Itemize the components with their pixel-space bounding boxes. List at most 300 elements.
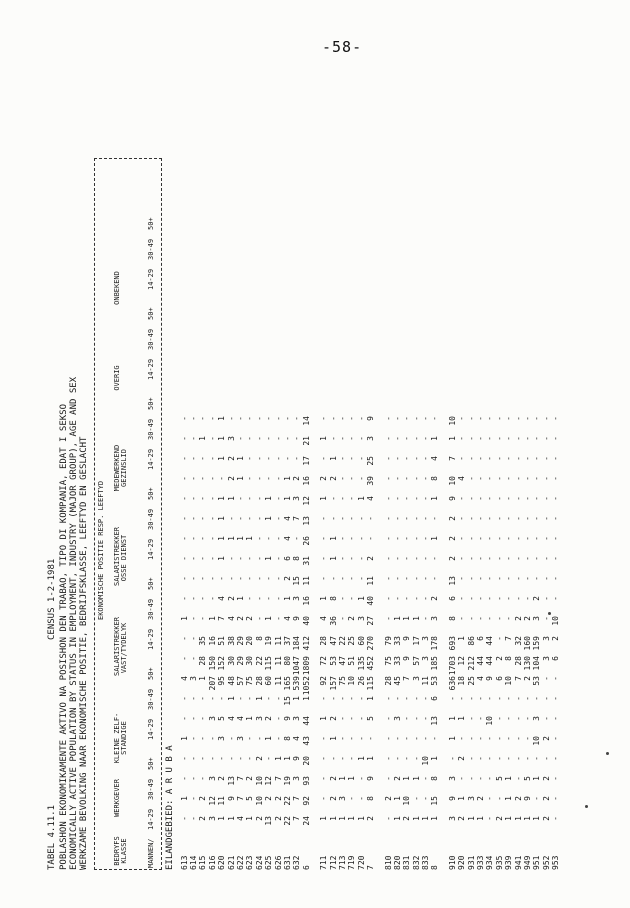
table-cell: - bbox=[217, 576, 227, 581]
table-cell: - bbox=[522, 556, 532, 561]
table-cell: 3 bbox=[207, 716, 217, 721]
table-cell: - bbox=[392, 516, 402, 521]
table-cell: 1052 bbox=[301, 676, 311, 696]
table-cell: - bbox=[513, 416, 523, 421]
table-cell: 3 bbox=[207, 816, 217, 821]
table-cell: - bbox=[532, 756, 542, 761]
table-cell: - bbox=[421, 436, 431, 441]
table-cell: 3 bbox=[292, 776, 302, 781]
industry-code: 931 bbox=[466, 855, 476, 870]
table-cell: - bbox=[522, 756, 532, 761]
table-cell: 8 bbox=[447, 616, 457, 621]
table-cell: 4 bbox=[179, 676, 189, 681]
table-cell: 693 bbox=[447, 636, 457, 651]
table-cell: - bbox=[421, 456, 431, 461]
table-cell: - bbox=[198, 716, 208, 721]
table-cell: 53 bbox=[430, 676, 440, 686]
table-cell: 4 bbox=[282, 536, 292, 541]
table-cell: 79 bbox=[383, 636, 393, 646]
industry-code: 622 bbox=[236, 855, 246, 870]
table-cell: 160 bbox=[522, 636, 532, 651]
table-row bbox=[338, 416, 347, 870]
title-line-3: WERKZAME BEVOLKING NAAR EKONOMISCHE POSITIE, BEDRIJFSKLASSE, LEEFTYD EN GESLACHT bbox=[79, 436, 89, 870]
table-cell: - bbox=[541, 476, 551, 481]
table-cell: - bbox=[328, 416, 338, 421]
table-cell: 2 bbox=[282, 576, 292, 581]
table-cell: 25 bbox=[466, 676, 476, 686]
table-cell: - bbox=[179, 816, 189, 821]
industry-code: 631 bbox=[282, 855, 292, 870]
total-row bbox=[431, 416, 440, 870]
industry-code: 624 bbox=[254, 855, 264, 870]
table-cell: - bbox=[198, 536, 208, 541]
table-cell: - bbox=[402, 536, 412, 541]
table-cell: - bbox=[411, 556, 421, 561]
table-cell: - bbox=[392, 576, 402, 581]
table-cell: - bbox=[392, 536, 402, 541]
table-cell: 10 bbox=[254, 796, 264, 806]
table-cell: 2 bbox=[551, 636, 561, 641]
table-cell: 9 bbox=[226, 796, 236, 801]
table-cell: 2 bbox=[541, 796, 551, 801]
table-cell: - bbox=[466, 596, 476, 601]
table-cell: 1 bbox=[319, 596, 329, 601]
table-cell: 10 bbox=[447, 416, 457, 426]
table-cell: 7 bbox=[292, 796, 302, 801]
table-cell: - bbox=[551, 476, 561, 481]
table-cell: 2 bbox=[226, 456, 236, 461]
table-cell: - bbox=[319, 756, 329, 761]
table-cell: 1 bbox=[282, 476, 292, 481]
table-cell: 1 bbox=[347, 816, 357, 821]
table-cell: 20 bbox=[301, 756, 311, 766]
table-cell: - bbox=[494, 636, 504, 641]
table-cell: - bbox=[513, 496, 523, 501]
table-row bbox=[384, 416, 393, 870]
table-cell: - bbox=[541, 556, 551, 561]
table-cell: - bbox=[273, 516, 283, 521]
table-cell: 11 bbox=[366, 576, 376, 586]
table-cell: - bbox=[217, 696, 227, 701]
table-cell: - bbox=[337, 556, 347, 561]
table-cell: - bbox=[430, 576, 440, 581]
group-header-3: SALARISTREKKER VAST/TYDELYK bbox=[113, 616, 128, 676]
table-cell: - bbox=[254, 536, 264, 541]
table-cell: - bbox=[466, 536, 476, 541]
table-cell: 1 bbox=[476, 816, 486, 821]
table-cell: 13 bbox=[264, 816, 274, 826]
table-cell: - bbox=[494, 596, 504, 601]
table-cell: - bbox=[273, 696, 283, 701]
table-cell: - bbox=[466, 756, 476, 761]
table-cell: - bbox=[457, 576, 467, 581]
table-cell: - bbox=[402, 456, 412, 461]
industry-code: 7 bbox=[366, 865, 376, 870]
table-cell: 1 bbox=[226, 536, 236, 541]
table-cell: 2 bbox=[254, 756, 264, 761]
table-row bbox=[208, 416, 217, 870]
table-cell: 1 bbox=[282, 596, 292, 601]
table-cell: - bbox=[337, 716, 347, 721]
table-cell: - bbox=[383, 816, 393, 821]
table-cell: 6 bbox=[430, 696, 440, 701]
table-cell: 3 bbox=[411, 676, 421, 681]
table-cell: - bbox=[513, 596, 523, 601]
table-cell: - bbox=[513, 736, 523, 741]
table-cell: - bbox=[402, 556, 412, 561]
table-cell: 27 bbox=[366, 616, 376, 626]
table-cell: - bbox=[356, 416, 366, 421]
table-cell: 1 bbox=[392, 616, 402, 621]
table-cell: - bbox=[551, 796, 561, 801]
table-cell: - bbox=[421, 496, 431, 501]
table-cell: - bbox=[476, 416, 486, 421]
table-cell: - bbox=[504, 416, 514, 421]
table-cell: 39 bbox=[366, 476, 376, 486]
table-cell: 452 bbox=[366, 656, 376, 671]
table-cell: - bbox=[356, 576, 366, 581]
table-cell: 38 bbox=[226, 636, 236, 646]
table-cell: - bbox=[485, 736, 495, 741]
table-cell: - bbox=[504, 556, 514, 561]
table-cell: 24 bbox=[301, 816, 311, 826]
industry-code: 614 bbox=[189, 855, 199, 870]
table-cell: 1 bbox=[522, 816, 532, 821]
table-cell: - bbox=[513, 536, 523, 541]
table-cell: 1 bbox=[226, 816, 236, 821]
table-cell: - bbox=[494, 696, 504, 701]
table-cell: - bbox=[273, 716, 283, 721]
table-cell: 1 bbox=[447, 716, 457, 721]
table-cell: - bbox=[504, 496, 514, 501]
table-cell: 2 bbox=[522, 676, 532, 681]
table-row bbox=[495, 416, 504, 870]
table-cell: - bbox=[207, 596, 217, 601]
table-cell: 19 bbox=[264, 636, 274, 646]
table-cell: 1 bbox=[217, 556, 227, 561]
table-cell: 2 bbox=[447, 556, 457, 561]
table-cell: 7 bbox=[292, 816, 302, 821]
table-cell: - bbox=[245, 496, 255, 501]
table-cell: 2 bbox=[226, 476, 236, 481]
table-cell: 30 bbox=[226, 656, 236, 666]
table-cell: 1 bbox=[466, 816, 476, 821]
table-cell: - bbox=[466, 456, 476, 461]
table-cell: - bbox=[402, 716, 412, 721]
table-cell: - bbox=[494, 756, 504, 761]
table-cell: 1 bbox=[504, 816, 514, 821]
table-cell: - bbox=[466, 476, 476, 481]
table-cell: 165 bbox=[282, 676, 292, 691]
table-cell: 1 bbox=[457, 716, 467, 721]
table-cell: 1 bbox=[319, 716, 329, 721]
table-cell: 2 bbox=[264, 796, 274, 801]
table-cell: 1 bbox=[421, 816, 431, 821]
table-cell: - bbox=[273, 436, 283, 441]
table-cell: - bbox=[383, 616, 393, 621]
table-cell: 2 bbox=[264, 716, 274, 721]
table-cell: 1 bbox=[337, 776, 347, 781]
table-cell: 7 bbox=[273, 776, 283, 781]
table-cell: - bbox=[522, 596, 532, 601]
table-cell: - bbox=[337, 476, 347, 481]
table-cell: - bbox=[207, 756, 217, 761]
table-cell: 2 bbox=[457, 756, 467, 761]
table-cell: 7 bbox=[217, 616, 227, 621]
table-cell: - bbox=[198, 696, 208, 701]
age-group-header: 14-29 bbox=[147, 628, 155, 650]
industry-code: 626 bbox=[273, 855, 283, 870]
table-cell: 13 bbox=[301, 516, 311, 526]
table-cell: 184 bbox=[292, 636, 302, 651]
table-cell: 20 bbox=[245, 636, 255, 646]
table-cell: - bbox=[551, 596, 561, 601]
table-cell: 115 bbox=[264, 656, 274, 671]
table-cell: 47 bbox=[337, 656, 347, 666]
table-cell: 1 bbox=[264, 556, 274, 561]
table-cell: - bbox=[457, 496, 467, 501]
table-cell: - bbox=[485, 516, 495, 521]
table-cell: 10 bbox=[447, 476, 457, 486]
table-cell: 1 bbox=[447, 436, 457, 441]
table-cell: 18 bbox=[457, 676, 467, 686]
table-cell: 2 bbox=[347, 616, 357, 621]
group-header-6: OVERIG bbox=[113, 365, 121, 391]
table-cell: - bbox=[347, 476, 357, 481]
table-row bbox=[412, 416, 421, 870]
table-cell: 5 bbox=[366, 716, 376, 721]
industry-code: 934 bbox=[485, 855, 495, 870]
table-cell: - bbox=[476, 696, 486, 701]
table-cell: - bbox=[236, 416, 246, 421]
table-cell: 1 bbox=[264, 736, 274, 741]
table-cell: - bbox=[522, 576, 532, 581]
table-cell: - bbox=[457, 436, 467, 441]
table-cell: 80 bbox=[282, 656, 292, 666]
table-cell: - bbox=[207, 576, 217, 581]
table-cell: - bbox=[513, 476, 523, 481]
table-cell: - bbox=[356, 716, 366, 721]
table-cell: 9 bbox=[366, 416, 376, 421]
table-cell: - bbox=[421, 596, 431, 601]
table-cell: 1 bbox=[319, 496, 329, 501]
table-cell: 2 bbox=[273, 796, 283, 801]
table-cell: - bbox=[207, 416, 217, 421]
table-cell: - bbox=[457, 556, 467, 561]
table-cell: 2 bbox=[328, 476, 338, 481]
table-cell: 4 bbox=[226, 716, 236, 721]
industry-code: 920 bbox=[457, 855, 467, 870]
table-cell: 36 bbox=[328, 616, 338, 626]
table-cell: - bbox=[466, 616, 476, 621]
table-cell: - bbox=[319, 576, 329, 581]
age-group-header: 30-49 bbox=[147, 238, 155, 260]
table-cell: - bbox=[551, 576, 561, 581]
table-cell: 60 bbox=[264, 676, 274, 686]
table-cell: 1 bbox=[430, 536, 440, 541]
table-cell: 16 bbox=[301, 596, 311, 606]
table-cell: 1 bbox=[366, 696, 376, 701]
table-cell: 11 bbox=[217, 796, 227, 806]
table-cell: - bbox=[485, 536, 495, 541]
table-cell: - bbox=[226, 756, 236, 761]
table-row bbox=[236, 416, 245, 870]
table-cell: - bbox=[226, 576, 236, 581]
table-cell: - bbox=[347, 536, 357, 541]
table-cell: - bbox=[551, 776, 561, 781]
table-cell: 4 bbox=[282, 616, 292, 621]
table-cell: - bbox=[466, 516, 476, 521]
table-cell: - bbox=[383, 496, 393, 501]
table-cell: - bbox=[254, 596, 264, 601]
table-cell: - bbox=[541, 616, 551, 621]
table-cell: - bbox=[494, 456, 504, 461]
table-row bbox=[542, 416, 551, 870]
table-cell: 1 bbox=[217, 456, 227, 461]
table-cell: 1 bbox=[430, 436, 440, 441]
table-cell: 1 bbox=[292, 696, 302, 701]
table-cell: - bbox=[347, 516, 357, 521]
table-cell: - bbox=[383, 536, 393, 541]
table-cell: - bbox=[411, 476, 421, 481]
table-cell: 1 bbox=[411, 776, 421, 781]
table-cell: - bbox=[504, 756, 514, 761]
table-cell: - bbox=[532, 536, 542, 541]
table-cell: 29 bbox=[236, 656, 246, 666]
table-cell: - bbox=[207, 456, 217, 461]
table-cell: 1 bbox=[532, 776, 542, 781]
table-cell: - bbox=[236, 496, 246, 501]
table-cell: - bbox=[347, 736, 357, 741]
table-cell: 3 bbox=[466, 796, 476, 801]
table-cell: - bbox=[189, 776, 199, 781]
table-cell: 32 bbox=[513, 636, 523, 646]
table-cell: - bbox=[383, 576, 393, 581]
table-cell: 1 bbox=[402, 616, 412, 621]
table-cell: - bbox=[541, 496, 551, 501]
table-cell: - bbox=[198, 416, 208, 421]
table-cell: - bbox=[366, 536, 376, 541]
table-cell: 2 bbox=[447, 516, 457, 521]
table-cell: - bbox=[532, 436, 542, 441]
table-cell: 1 bbox=[328, 736, 338, 741]
table-cell: - bbox=[254, 456, 264, 461]
table-cell: 1 bbox=[198, 436, 208, 441]
table-cell: - bbox=[485, 776, 495, 781]
table-cell: - bbox=[522, 516, 532, 521]
super-header: EKONOMISCHE POSITIE RESP. LEEFTYD bbox=[97, 480, 105, 620]
table-row bbox=[319, 416, 328, 870]
table-cell: - bbox=[494, 496, 504, 501]
table-cell: - bbox=[551, 416, 561, 421]
table-cell: 5 bbox=[494, 776, 504, 781]
table-cell: 1 bbox=[264, 496, 274, 501]
table-cell: - bbox=[402, 736, 412, 741]
table-cell: - bbox=[466, 696, 476, 701]
table-cell: 7 bbox=[292, 516, 302, 521]
table-cell: - bbox=[402, 416, 412, 421]
table-cell: - bbox=[383, 516, 393, 521]
table-cell: - bbox=[383, 476, 393, 481]
table-cell: - bbox=[217, 476, 227, 481]
table-cell: 9 bbox=[282, 716, 292, 721]
table-cell: 2 bbox=[198, 816, 208, 821]
industry-code: 712 bbox=[328, 855, 338, 870]
table-row bbox=[255, 416, 264, 870]
table-cell: 3 bbox=[447, 816, 457, 821]
table-cell: - bbox=[457, 596, 467, 601]
table-cell: - bbox=[337, 436, 347, 441]
table-cell: - bbox=[347, 596, 357, 601]
table-cell: - bbox=[179, 656, 189, 661]
table-cell: 6 bbox=[447, 596, 457, 601]
table-cell: - bbox=[383, 776, 393, 781]
table-cell: - bbox=[476, 616, 486, 621]
table-cell: 14 bbox=[301, 416, 311, 426]
table-cell: 10 bbox=[254, 776, 264, 786]
table-cell: - bbox=[513, 556, 523, 561]
age-group-header: 50+ bbox=[147, 397, 155, 410]
table-cell: 17 bbox=[411, 636, 421, 646]
table-cell: 28 bbox=[319, 636, 329, 646]
scan-speck bbox=[606, 752, 609, 755]
table-row bbox=[329, 416, 338, 870]
table-cell: - bbox=[485, 616, 495, 621]
table-cell: 2 bbox=[383, 796, 393, 801]
table-cell: - bbox=[551, 496, 561, 501]
table-cell: - bbox=[551, 736, 561, 741]
industry-code: 949 bbox=[522, 855, 532, 870]
table-cell: 11 bbox=[273, 676, 283, 686]
table-cell: 57 bbox=[411, 656, 421, 666]
table-cell: - bbox=[245, 576, 255, 581]
table-cell: - bbox=[513, 456, 523, 461]
table-cell: 1 bbox=[245, 816, 255, 821]
total-row bbox=[366, 416, 375, 870]
table-cell: - bbox=[522, 456, 532, 461]
table-cell: - bbox=[337, 516, 347, 521]
table-cell: - bbox=[494, 476, 504, 481]
table-cell: - bbox=[494, 516, 504, 521]
table-cell: 2 bbox=[217, 776, 227, 781]
table-cell: 43 bbox=[301, 736, 311, 746]
table-cell: - bbox=[392, 456, 402, 461]
rotated-table bbox=[48, 90, 608, 870]
table-cell: - bbox=[356, 516, 366, 521]
table-cell: - bbox=[522, 496, 532, 501]
industry-code: 953 bbox=[551, 855, 561, 870]
table-cell: - bbox=[236, 436, 246, 441]
table-cell: 1 bbox=[217, 416, 227, 421]
table-cell: 159 bbox=[532, 636, 542, 651]
table-cell: - bbox=[466, 776, 476, 781]
table-cell: 4 bbox=[226, 616, 236, 621]
table-cell: - bbox=[392, 436, 402, 441]
table-row bbox=[265, 416, 274, 870]
table-cell: - bbox=[504, 696, 514, 701]
table-row bbox=[486, 416, 495, 870]
table-cell: - bbox=[328, 756, 338, 761]
table-row bbox=[551, 416, 560, 870]
data-table bbox=[180, 416, 561, 870]
table-cell: - bbox=[513, 576, 523, 581]
table-cell: - bbox=[466, 436, 476, 441]
table-cell: 1703 bbox=[447, 656, 457, 676]
table-cell: - bbox=[328, 436, 338, 441]
table-cell: - bbox=[207, 476, 217, 481]
table-cell: - bbox=[273, 476, 283, 481]
table-cell: 4 bbox=[430, 456, 440, 461]
